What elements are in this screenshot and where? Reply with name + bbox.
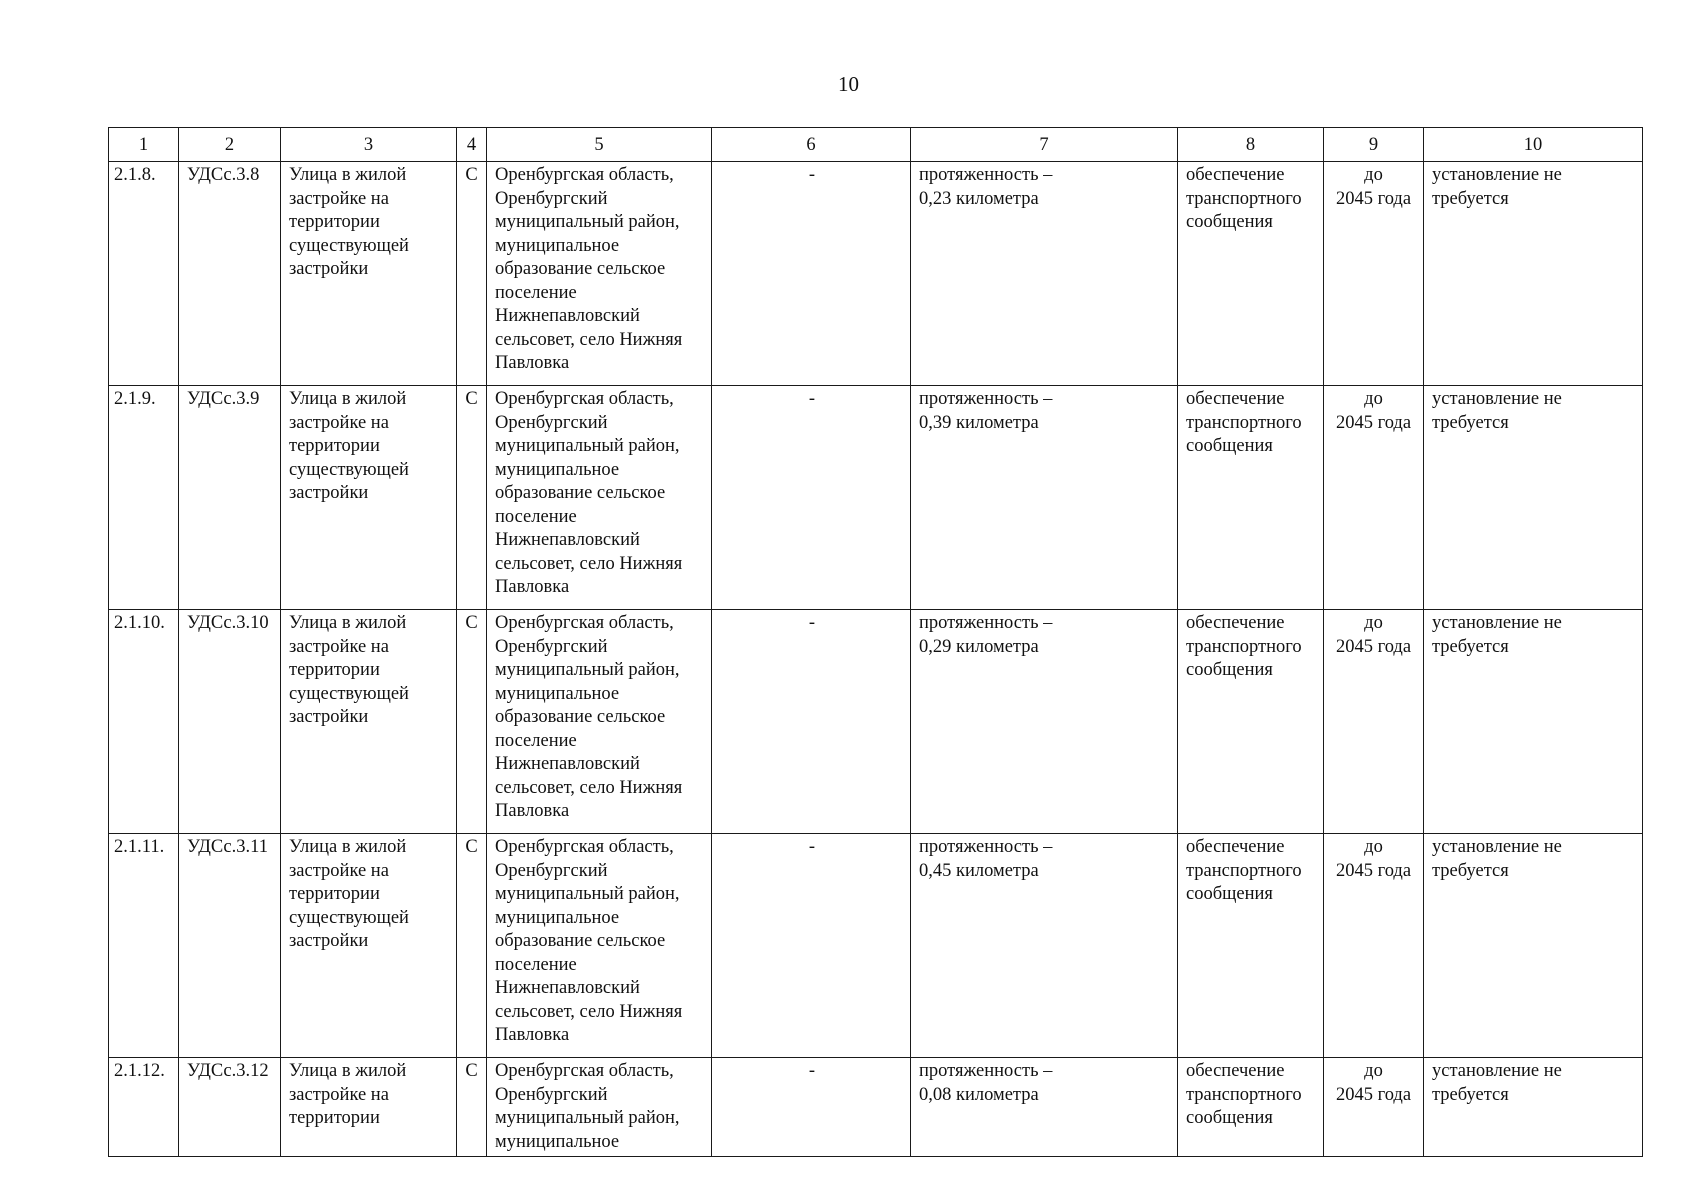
cell-text-line: транспортного	[1186, 636, 1302, 657]
cell-text-line: Оренбургский	[495, 1084, 608, 1105]
cell-text-line: 2045 года	[1335, 860, 1412, 881]
cell-text-line: территории	[289, 660, 380, 680]
cell-text-line: до	[1364, 613, 1383, 633]
cell-text-line: 0,45 километра	[919, 860, 1039, 881]
object-code-cell: УДСс.3.8	[179, 162, 281, 386]
object-table	[108, 127, 1643, 1157]
purpose-cell	[1178, 834, 1324, 1058]
object-type-cell: С	[457, 1058, 487, 1157]
table-row	[109, 834, 1643, 1058]
cell-text-line: Павловка	[495, 1025, 570, 1045]
cell-text-line: поселение	[495, 954, 577, 975]
cell-text-line: Оренбургский	[495, 412, 608, 433]
cell-text-line: 0,39 километра	[919, 412, 1039, 433]
cell-text-line: обеспечение	[1186, 389, 1285, 409]
cell-text-line: требуется	[1432, 1084, 1509, 1105]
cell-text-line: поселение	[495, 506, 577, 527]
characteristics-cell	[911, 1058, 1178, 1157]
cell-text-line: до	[1364, 837, 1383, 857]
row-number-cell: 2.1.10.	[109, 610, 179, 834]
location-cell	[487, 834, 712, 1058]
cell-text-line: сообщения	[1186, 436, 1273, 456]
cell-text-line: обеспечение	[1186, 837, 1285, 857]
table-row	[109, 162, 1643, 386]
term-cell	[1324, 610, 1424, 834]
cell-text-line: сельсовет, село Нижняя	[495, 553, 683, 574]
cell-text-line: 2045 года	[1335, 1084, 1412, 1105]
cell-text-line: существующей	[289, 907, 409, 928]
object-type-cell: С	[457, 610, 487, 834]
cell-text-line: требуется	[1432, 860, 1509, 881]
column-header: 2	[179, 128, 281, 162]
cell-text-line: Нижнепавловский	[495, 530, 640, 550]
column-6-cell: -	[712, 162, 911, 386]
term-cell	[1324, 834, 1424, 1058]
cell-text-line: 0,23 километра	[919, 188, 1039, 209]
cell-text-line: Оренбургская область,	[495, 389, 674, 409]
location-cell	[487, 162, 712, 386]
cell-text-line: муниципальный район,	[495, 884, 680, 904]
cell-text-line: Улица в жилой	[289, 389, 407, 409]
cell-text-line: Оренбургская область,	[495, 837, 674, 857]
cell-text-line: протяженность –	[919, 1061, 1053, 1081]
cell-text-line: Оренбургский	[495, 188, 608, 209]
cell-text-line: транспортного	[1186, 188, 1302, 209]
cell-text-line: поселение	[495, 730, 577, 751]
cell-text-line: муниципальное	[495, 1131, 620, 1152]
characteristics-cell	[911, 610, 1178, 834]
cell-text-line: установление не	[1432, 837, 1562, 857]
row-number-cell: 2.1.11.	[109, 834, 179, 1058]
cell-text-line: сообщения	[1186, 884, 1273, 904]
cell-text-line: Оренбургская область,	[495, 165, 674, 185]
cell-text-line: обеспечение	[1186, 613, 1285, 633]
page-number: 10	[838, 72, 859, 96]
row-number-cell: 2.1.8.	[109, 162, 179, 386]
row-number-cell: 2.1.12.	[109, 1058, 179, 1157]
column-header: 5	[487, 128, 712, 162]
cell-text-line: застройке на	[289, 636, 389, 657]
cell-text-line: образование сельское	[495, 483, 666, 503]
cell-text-line: застройке на	[289, 1084, 389, 1105]
cell-text-line: территории	[289, 1108, 380, 1128]
object-code-cell: УДСс.3.9	[179, 386, 281, 610]
cell-text-line: Улица в жилой	[289, 1061, 407, 1081]
cell-text-line: поселение	[495, 282, 577, 303]
row-number-cell: 2.1.9.	[109, 386, 179, 610]
cell-text-line: установление не	[1432, 389, 1562, 409]
cell-text-line: Павловка	[495, 801, 570, 821]
cell-text-line: Павловка	[495, 577, 570, 597]
cell-text-line: Оренбургская область,	[495, 1061, 674, 1081]
cell-text-line: сельсовет, село Нижняя	[495, 329, 683, 350]
column-6-cell: -	[712, 834, 911, 1058]
characteristics-cell	[911, 386, 1178, 610]
column-number-header-row	[109, 128, 1643, 162]
object-code-cell: УДСс.3.12	[179, 1058, 281, 1157]
table-row	[109, 386, 1643, 610]
cell-text-line: Улица в жилой	[289, 165, 407, 185]
object-code-cell: УДСс.3.10	[179, 610, 281, 834]
location-cell	[487, 386, 712, 610]
cell-text-line: установление не	[1432, 1061, 1562, 1081]
column-6-cell: -	[712, 1058, 911, 1157]
object-name-cell	[281, 162, 457, 386]
cell-text-line: муниципальный район,	[495, 436, 680, 456]
cell-text-line: требуется	[1432, 636, 1509, 657]
cell-text-line: транспортного	[1186, 412, 1302, 433]
term-cell	[1324, 162, 1424, 386]
object-code-cell: УДСс.3.11	[179, 834, 281, 1058]
cell-text-line: муниципальное	[495, 683, 620, 704]
purpose-cell	[1178, 1058, 1324, 1157]
cell-text-line: застройке на	[289, 188, 389, 209]
cell-text-line: застройки	[289, 483, 369, 503]
cell-text-line: Нижнепавловский	[495, 754, 640, 774]
characteristics-cell	[911, 834, 1178, 1058]
table-body	[109, 162, 1643, 1157]
cell-text-line: протяженность –	[919, 165, 1053, 185]
cell-text-line: муниципальное	[495, 235, 620, 256]
cell-text-line: обеспечение	[1186, 1061, 1285, 1081]
cell-text-line: территории	[289, 436, 380, 456]
cell-text-line: до	[1364, 165, 1383, 185]
column-header: 9	[1324, 128, 1424, 162]
cell-text-line: муниципальный район,	[495, 212, 680, 232]
characteristics-cell	[911, 162, 1178, 386]
cell-text-line: установление не	[1432, 613, 1562, 633]
cell-text-line: территории	[289, 884, 380, 904]
cell-text-line: застройки	[289, 931, 369, 951]
zone-cell	[1424, 834, 1643, 1058]
zone-cell	[1424, 1058, 1643, 1157]
column-header: 6	[712, 128, 911, 162]
cell-text-line: образование сельское	[495, 707, 666, 727]
object-name-cell	[281, 834, 457, 1058]
cell-text-line: существующей	[289, 459, 409, 480]
cell-text-line: застройке на	[289, 412, 389, 433]
cell-text-line: сообщения	[1186, 660, 1273, 680]
zone-cell	[1424, 162, 1643, 386]
cell-text-line: требуется	[1432, 188, 1509, 209]
cell-text-line: территории	[289, 212, 380, 232]
cell-text-line: Улица в жилой	[289, 837, 407, 857]
cell-text-line: протяженность –	[919, 613, 1053, 633]
term-cell	[1324, 1058, 1424, 1157]
purpose-cell	[1178, 162, 1324, 386]
location-cell	[487, 610, 712, 834]
object-name-cell	[281, 610, 457, 834]
object-type-cell: С	[457, 834, 487, 1058]
cell-text-line: Оренбургский	[495, 636, 608, 657]
purpose-cell	[1178, 610, 1324, 834]
cell-text-line: Павловка	[495, 353, 570, 373]
cell-text-line: застройке на	[289, 860, 389, 881]
table-row	[109, 610, 1643, 834]
cell-text-line: протяженность –	[919, 389, 1053, 409]
cell-text-line: образование сельское	[495, 259, 666, 279]
table-row	[109, 1058, 1643, 1157]
column-header: 1	[109, 128, 179, 162]
cell-text-line: сельсовет, село Нижняя	[495, 777, 683, 798]
cell-text-line: существующей	[289, 683, 409, 704]
cell-text-line: до	[1364, 1061, 1383, 1081]
cell-text-line: 2045 года	[1335, 188, 1412, 209]
zone-cell	[1424, 386, 1643, 610]
cell-text-line: муниципальный район,	[495, 660, 680, 680]
cell-text-line: 0,08 километра	[919, 1084, 1039, 1105]
cell-text-line: Улица в жилой	[289, 613, 407, 633]
column-header: 10	[1424, 128, 1643, 162]
cell-text-line: протяженность –	[919, 837, 1053, 857]
cell-text-line: 2045 года	[1335, 412, 1412, 433]
column-6-cell: -	[712, 386, 911, 610]
column-header: 7	[911, 128, 1178, 162]
location-cell	[487, 1058, 712, 1157]
cell-text-line: требуется	[1432, 412, 1509, 433]
cell-text-line: транспортного	[1186, 860, 1302, 881]
purpose-cell	[1178, 386, 1324, 610]
cell-text-line: Нижнепавловский	[495, 306, 640, 326]
cell-text-line: до	[1364, 389, 1383, 409]
cell-text-line: застройки	[289, 259, 369, 279]
column-6-cell: -	[712, 610, 911, 834]
object-name-cell	[281, 1058, 457, 1157]
cell-text-line: 2045 года	[1335, 636, 1412, 657]
cell-text-line: сельсовет, село Нижняя	[495, 1001, 683, 1022]
cell-text-line: обеспечение	[1186, 165, 1285, 185]
cell-text-line: муниципальное	[495, 907, 620, 928]
cell-text-line: образование сельское	[495, 931, 666, 951]
column-header: 8	[1178, 128, 1324, 162]
cell-text-line: существующей	[289, 235, 409, 256]
cell-text-line: Нижнепавловский	[495, 978, 640, 998]
object-type-cell: С	[457, 162, 487, 386]
cell-text-line: застройки	[289, 707, 369, 727]
cell-text-line: сообщения	[1186, 212, 1273, 232]
cell-text-line: установление не	[1432, 165, 1562, 185]
cell-text-line: муниципальное	[495, 459, 620, 480]
cell-text-line: сообщения	[1186, 1108, 1273, 1128]
cell-text-line: Оренбургский	[495, 860, 608, 881]
zone-cell	[1424, 610, 1643, 834]
column-header: 4	[457, 128, 487, 162]
object-type-cell: С	[457, 386, 487, 610]
cell-text-line: транспортного	[1186, 1084, 1302, 1105]
object-name-cell	[281, 386, 457, 610]
cell-text-line: Оренбургская область,	[495, 613, 674, 633]
cell-text-line: муниципальный район,	[495, 1108, 680, 1128]
column-header: 3	[281, 128, 457, 162]
term-cell	[1324, 386, 1424, 610]
cell-text-line: 0,29 километра	[919, 636, 1039, 657]
